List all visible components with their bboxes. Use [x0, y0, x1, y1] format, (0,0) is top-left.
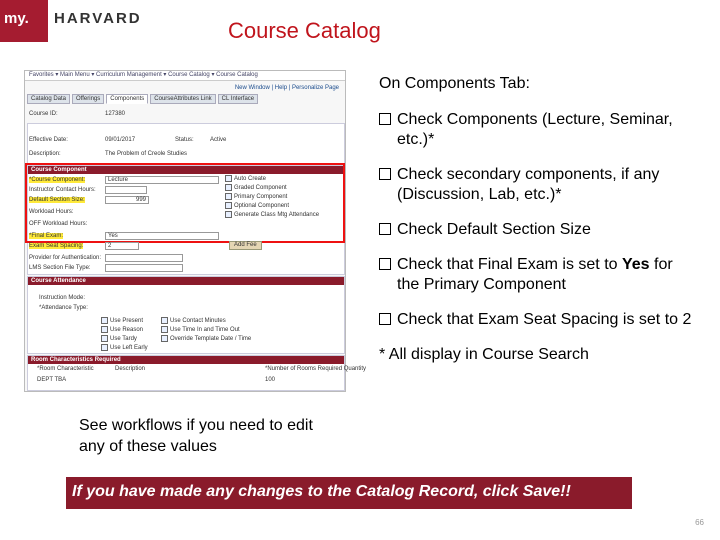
description-label: Description:	[29, 151, 61, 157]
list-item: Check that Final Exam is set to Yes for the Primary Component	[379, 255, 699, 295]
instruction-mode-label: Instruction Mode:	[39, 295, 86, 301]
room-col-header: *Room Characteristic	[37, 366, 94, 372]
auth-label: Provider for Authentication:	[29, 255, 102, 261]
instructions-list	[379, 74, 699, 365]
instructor-hours-label: Instructor Contact Hours:	[29, 187, 96, 193]
highlight-box	[25, 163, 345, 243]
final-exam-select[interactable]: Yes	[105, 232, 219, 240]
room-cell: DEPT TBA	[37, 377, 67, 383]
auto-create-checkbox[interactable]: Auto Create	[225, 175, 266, 182]
checkbox-bullet-icon	[379, 113, 391, 125]
optional-checkbox[interactable]: Optional Component	[225, 202, 289, 209]
harvard-logo	[0, 0, 140, 42]
attendance-check[interactable]: Use Contact Minutes	[161, 317, 226, 324]
room-header: Room Characteristics Required	[28, 356, 344, 364]
page-number: 66	[695, 518, 704, 527]
off-workload-label: OFF Workload Hours:	[29, 221, 88, 227]
description-value: The Problem of Creole Studies	[105, 151, 188, 157]
exam-spacing-input[interactable]: 2	[105, 242, 139, 250]
final-exam-label: *Final Exam:	[29, 233, 64, 239]
effective-date-label: Effective Date:	[29, 137, 68, 143]
component-header: Course Component	[28, 166, 344, 174]
list-heading: On Components Tab:	[379, 75, 530, 92]
logo-name: HARVARD	[54, 10, 142, 27]
list-item: Check secondary components, if any (Discussion, Lab, etc.)*	[379, 165, 699, 205]
search-note: * All display in Course Search	[379, 346, 589, 363]
status-value: Active	[210, 137, 227, 143]
checkbox-bullet-icon	[379, 258, 391, 270]
tab-cl-interface[interactable]: CL Interface	[218, 94, 258, 104]
attendance-check[interactable]: Use Present	[101, 317, 143, 324]
attendance-check[interactable]: Use Reason	[101, 326, 143, 333]
page-links: New Window | Help | Personalize Page	[234, 85, 339, 91]
status-label: Status:	[175, 137, 194, 143]
attendance-header: Course Attendance	[28, 277, 344, 285]
checkbox-bullet-icon	[379, 223, 391, 235]
room-col-header: Description	[115, 366, 146, 372]
tab-course-attributes[interactable]: CourseAttributes Link	[150, 94, 215, 104]
component-select[interactable]: Lecture	[105, 176, 219, 184]
workload-label: Workload Hours:	[29, 209, 74, 215]
auth-select[interactable]	[105, 254, 183, 262]
room-cell: 100	[265, 377, 276, 383]
save-reminder-banner: If you have made any changes to the Catalog Record, click Save!!	[66, 477, 632, 509]
slide-title: Course Catalog	[228, 18, 381, 43]
course-id-value: 127380	[105, 111, 126, 117]
attendance-check[interactable]: Override Template Date / Time	[161, 335, 251, 342]
course-catalog-screenshot	[24, 70, 367, 392]
graded-checkbox[interactable]: Graded Component	[225, 184, 287, 191]
logo-prefix: my.	[4, 10, 29, 27]
tab-components[interactable]: Components	[106, 94, 148, 104]
lms-select[interactable]	[105, 264, 183, 272]
lms-label: LMS Section File Type:	[29, 265, 91, 271]
yes-text: Yes	[621, 256, 650, 273]
tab-offerings[interactable]: Offerings	[72, 94, 104, 104]
add-fee-button[interactable]: Add Fee	[229, 241, 262, 250]
room-col-header: *Number of Rooms Required Quantity	[265, 366, 367, 372]
tab-bar	[27, 94, 258, 104]
effective-section	[27, 123, 345, 165]
attendance-generate-checkbox[interactable]: Generate Class Mtg Attendance	[225, 211, 319, 218]
component-label: *Course Component:	[29, 177, 86, 183]
instructor-hours-input[interactable]	[105, 186, 147, 194]
effective-date-value: 09/01/2017	[105, 137, 136, 143]
attendance-check[interactable]: Use Tardy	[101, 335, 137, 342]
exam-spacing-label: Exam Seat Spacing:	[29, 243, 84, 249]
attendance-section	[27, 276, 345, 354]
attendance-check[interactable]: Use Time In and Time Out	[161, 326, 240, 333]
attendance-type-label: *Attendance Type:	[39, 305, 88, 311]
room-section	[27, 355, 345, 391]
workflows-note: See workflows if you need to edit any of these values	[79, 417, 313, 455]
checkbox-bullet-icon	[379, 313, 391, 325]
section-size-input[interactable]: 999	[105, 196, 149, 204]
list-item: Check Components (Lecture, Seminar, etc.)*	[379, 110, 699, 150]
list-item: Check that Exam Seat Spacing is set to 2	[379, 310, 699, 330]
course-id-label: Course ID:	[29, 111, 58, 117]
attendance-check[interactable]: Use Left Early	[101, 344, 148, 351]
primary-checkbox[interactable]: Primary Component	[225, 193, 287, 200]
section-size-label: Default Section Size:	[29, 197, 85, 203]
breadcrumb: Favorites ▾ Main Menu ▾ Curriculum Management ▾ Course Catalog ▾ Course Catalog	[25, 71, 345, 81]
checkbox-bullet-icon	[379, 168, 391, 180]
list-item: Check Default Section Size	[379, 220, 699, 240]
tab-catalog-data[interactable]: Catalog Data	[27, 94, 70, 104]
